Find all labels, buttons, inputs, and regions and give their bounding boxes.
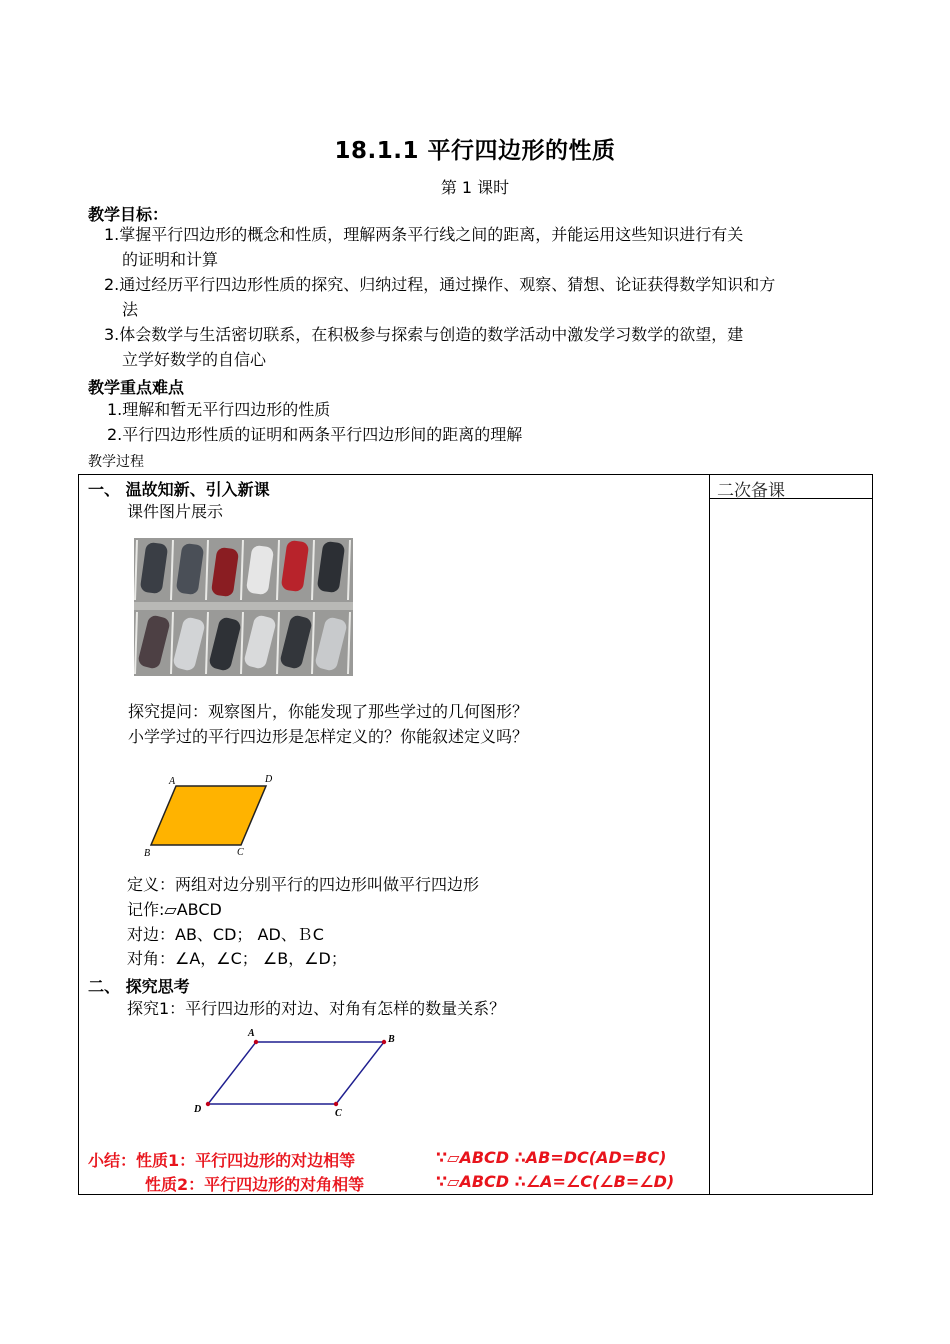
section2-heading: 二、 探究思考 (88, 977, 190, 996)
side-notes-header: 二次备课 (717, 481, 785, 501)
key-point-item: 1.理解和暂无平行四边形的性质 (107, 400, 331, 419)
vertex-label: A (248, 1028, 255, 1039)
vertex-label: D (265, 774, 273, 785)
vertex-label: B (144, 848, 151, 858)
lesson-number: 第 1 课时 (440, 178, 510, 197)
page-title: 18.1.1 平行四边形的性质 (334, 138, 616, 164)
process-label: 教学过程 (88, 454, 144, 470)
objectives-heading: 教学目标： (88, 205, 169, 224)
objectives-list (104, 222, 874, 372)
definition-text: 定义：两组对边分别平行的四边形叫做平行四边形 (127, 875, 480, 894)
summary-formula2: ∵▱ABCD ∴∠A=∠C(∠B=∠D) (436, 1172, 675, 1191)
objective-item: 2.通过经历平行四边形性质的探究、归纳过程，通过操作、观察、猜想、论证获得数学知识和方 法 (104, 275, 776, 319)
key-point-item: 2.平行四边形性质的证明和两条平行四边形间的距离的理解 (107, 425, 523, 444)
opposite-angles-text: 对角：∠A，∠C； ∠B，∠D； (127, 949, 347, 968)
key-points-heading: 教学重点难点 (88, 378, 185, 397)
objective-item: 3.体会数学与生活密切联系，在积极参与探索与创造的数学活动中激发学习数学的欲望，建 立学好数学的自信心 (104, 325, 744, 369)
vertex-label: D (194, 1104, 202, 1115)
vertex-label: C (335, 1108, 342, 1119)
notation-text: 记作:▱ABCD (127, 900, 222, 919)
parallelogram-figure (190, 1024, 405, 1124)
opposite-sides-text: 对边：AB、CD； AD、ＢC (127, 925, 324, 944)
parallelogram-figure-filled (138, 768, 283, 858)
vertex-label: A (169, 776, 176, 787)
table-divider (709, 475, 710, 1194)
vertex-label: C (237, 847, 244, 858)
question-text: 探究提问：观察图片，你能发现了那些学过的几何图形？ (128, 702, 529, 721)
courseware-caption: 课件图片展示 (127, 502, 224, 521)
summary-formula1: ∵▱ABCD ∴AB=DC(AD=BC) (436, 1148, 667, 1167)
summary-property1: 小结：性质1：平行四边形的对边相等 (88, 1151, 356, 1170)
section1-heading: 一、 温故知新、引入新课 (88, 480, 270, 499)
summary-property2: 性质2：平行四边形的对角相等 (145, 1175, 365, 1194)
objective-item: 1.掌握平行四边形的概念和性质，理解两条平行线之间的距离，并能运用这些知识进行有关 的证明和计算 (104, 225, 744, 269)
vertex-label: B (388, 1034, 395, 1045)
question-text: 小学学过的平行四边形是怎样定义的？你能叙述定义吗？ (128, 727, 529, 746)
parking-lot-photo (134, 538, 353, 676)
explore-text: 探究1：平行四边形的对边、对角有怎样的数量关系？ (127, 999, 506, 1018)
